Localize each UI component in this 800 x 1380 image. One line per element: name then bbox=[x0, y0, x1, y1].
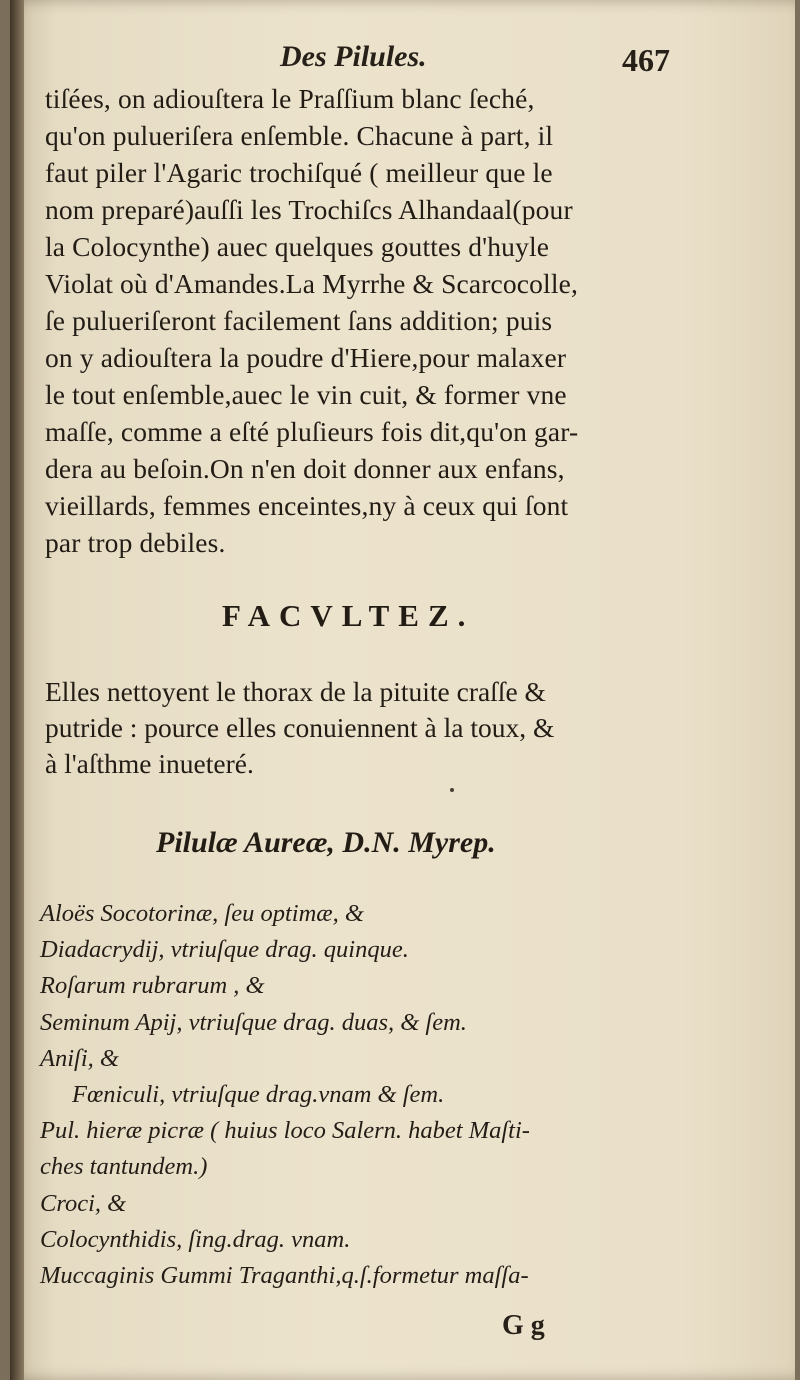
recipe-line: Pul. hieræ picræ ( huius loco Salern. habet Maſti- bbox=[40, 1117, 530, 1145]
text-line: vieillards, femmes enceintes,ny à ceux qui ſont bbox=[45, 490, 569, 521]
recipe-ingredients bbox=[40, 896, 760, 1294]
text-line: on y adiouſtera la poudre d'Hiere,pour malaxer bbox=[45, 342, 567, 373]
text-line: nom preparé)auſſi les Trochiſcs Alhandaal(pour bbox=[45, 194, 573, 225]
recipe-line: Fœniculi, vtriuſque drag.vnam & ſem. bbox=[72, 1081, 445, 1109]
book-page bbox=[10, 0, 795, 1380]
recipe-line: Muccaginis Gummi Traganthi,q.ſ.formetur maſſa- bbox=[40, 1262, 529, 1290]
text-line: tiſées, on adiouſtera le Praſſium blanc ſeché, bbox=[45, 83, 535, 114]
running-head: Des Pilules. bbox=[280, 40, 427, 73]
signature-mark: G g bbox=[502, 1310, 545, 1341]
recipe-line: ches tantundem.) bbox=[40, 1153, 208, 1181]
recipe-line: Colocynthidis, ſing.drag. vnam. bbox=[40, 1225, 351, 1253]
recipe-line: Diadacrydij, vtriuſque drag. quinque. bbox=[40, 936, 409, 964]
recipe-line: Roſarum rubrarum , & bbox=[40, 972, 265, 1000]
text-line: qu'on pulueriſera enſemble. Chacune à part, il bbox=[45, 120, 554, 151]
text-line: le tout enſemble,auec le vin cuit, & former vne bbox=[45, 379, 567, 410]
text-line: maſſe, comme a eſté pluſieurs fois dit,qu'on gar- bbox=[45, 416, 579, 447]
text-line: Violat où d'Amandes.La Myrrhe & Scarcocolle, bbox=[45, 268, 579, 299]
text-line: dera au beſoin.On n'en doit donner aux enfans, bbox=[45, 453, 565, 484]
text-line: la Colocynthe) auec quelques gouttes d'huyle bbox=[45, 231, 550, 262]
text-line: Elles nettoyent le thorax de la pituite craſſe & bbox=[45, 676, 546, 707]
text-line: à l'aſthme inueteré. bbox=[45, 748, 254, 779]
recipe-line: Aniſi, & bbox=[40, 1044, 119, 1072]
text-line: ſe pulueriſeront facilement ſans addition; puis bbox=[45, 305, 553, 336]
page-number: 467 bbox=[622, 42, 670, 78]
text-line: putride : pource elles conuiennent à la toux, & bbox=[45, 712, 555, 743]
ink-speck bbox=[450, 788, 454, 792]
text-line: par trop debiles. bbox=[45, 527, 226, 558]
paragraph-preparation bbox=[45, 80, 745, 561]
recipe-line: Croci, & bbox=[40, 1189, 127, 1217]
recipe-line: Seminum Apij, vtriuſque drag. duas, & ſem. bbox=[40, 1008, 467, 1036]
recipe-line: Aloës Socotorinæ, ſeu optimæ, & bbox=[40, 900, 364, 927]
paragraph-faculties bbox=[45, 674, 745, 782]
section-heading-facultez: FACVLTEZ. bbox=[222, 598, 475, 633]
text-line: faut piler l'Agaric trochiſqué ( meilleur que le bbox=[45, 157, 553, 188]
page-binding-shadow bbox=[10, 0, 24, 1380]
recipe-title: Pilulæ Aureæ, D.N. Myrep. bbox=[156, 826, 496, 859]
